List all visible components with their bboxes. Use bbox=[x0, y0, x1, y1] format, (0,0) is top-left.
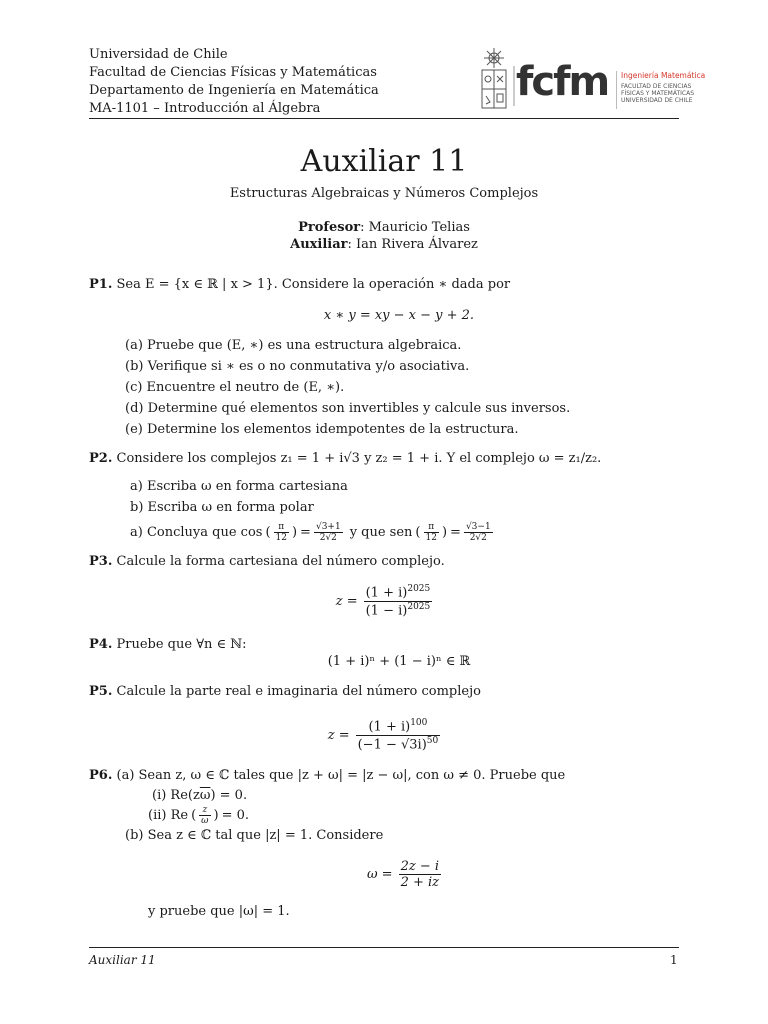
fraction-numerator: √3+1 bbox=[315, 521, 341, 532]
problem-4-label: P4. bbox=[89, 637, 113, 652]
paren-close: ) bbox=[441, 524, 448, 540]
problem-2-item-c-prefix: a) Concluya que cos bbox=[130, 524, 263, 540]
problem-6-label: P6. bbox=[89, 768, 113, 783]
problem-2-label: P2. bbox=[89, 451, 113, 466]
header-institution bbox=[89, 46, 379, 118]
fraction-numerator bbox=[356, 718, 441, 735]
header-line-university: Universidad de Chile bbox=[89, 47, 228, 62]
problem-2-item-b: b) Escriba ω en forma polar bbox=[130, 500, 314, 515]
fraction-denominator: 12 bbox=[275, 532, 287, 543]
problem-6-part-a: (a) Sean z, ω ∈ ℂ tales que |z + ω| = |z − ω|, con ω ≠ 0. Pruebe que bbox=[116, 768, 566, 783]
fraction-denominator: 2√2 bbox=[319, 532, 337, 543]
problem-6-formula bbox=[20, 854, 768, 894]
problem-2-statement bbox=[89, 451, 601, 466]
fraction-numerator: π bbox=[274, 522, 289, 533]
problem-2-item-c-mid: y que sen bbox=[349, 524, 413, 540]
formula-fraction bbox=[364, 584, 433, 618]
brand-mark: fcfm bbox=[516, 59, 609, 105]
problem-5-formula bbox=[0, 714, 768, 756]
problem-1-item-d: (d) Determine qué elementos son invertibles y calcule sus inversos. bbox=[125, 401, 571, 416]
problem-6-part-b: (b) Sea z ∈ ℂ tal que |z| = 1. Considere bbox=[125, 828, 384, 843]
problem-4-formula: (1 + i)ⁿ + (1 − i)ⁿ ∈ ℝ bbox=[327, 654, 471, 669]
problem-3-formula bbox=[0, 580, 768, 622]
professor-label: Profesor bbox=[298, 220, 361, 235]
fcfm-logo bbox=[476, 46, 706, 114]
problem-5-text: Calcule la parte real e imaginaria del número complejo bbox=[116, 684, 481, 699]
formula-lhs: ω = bbox=[366, 866, 393, 882]
problem-2-item-c bbox=[130, 517, 493, 547]
logo-faculty-line-2: FÍSICAS Y MATEMÁTICAS bbox=[621, 90, 695, 97]
assistant-name: : Ian Rivera Álvarez bbox=[347, 237, 478, 252]
logo-divider bbox=[616, 71, 617, 109]
problem-4-statement bbox=[89, 637, 247, 652]
fraction-numerator bbox=[364, 584, 433, 601]
problem-1-text: Sea E = {x ∈ ℝ | x > 1}. Considere la operación ∗ dada por bbox=[116, 277, 511, 292]
numerator-base: (1 + i) bbox=[365, 585, 408, 601]
part-a-ii-suffix: = 0. bbox=[221, 807, 250, 823]
formula-lhs: z = bbox=[327, 727, 350, 743]
problem-3-label: P3. bbox=[89, 554, 113, 569]
formula-fraction bbox=[356, 718, 441, 752]
fraction-pi-over-12 bbox=[274, 522, 289, 543]
footer-title: Auxiliar 11 bbox=[89, 953, 156, 967]
denominator-base: (−1 − √3i) bbox=[357, 736, 427, 752]
problem-1-item-e: (e) Determine los elementos idempotentes de la estructura. bbox=[125, 422, 519, 437]
paren-close: ) bbox=[291, 524, 298, 540]
formula-lhs: z = bbox=[335, 593, 358, 609]
fraction-pi-over-12 bbox=[424, 522, 439, 543]
formula-fraction bbox=[399, 859, 441, 890]
professor-line bbox=[0, 220, 768, 235]
fraction-numerator: π bbox=[424, 522, 439, 533]
problem-5-label: P5. bbox=[89, 684, 113, 699]
problem-3-text: Calcule la forma cartesiana del número complejo. bbox=[116, 554, 445, 569]
assistant-line bbox=[0, 237, 768, 252]
numerator-base: (1 + i) bbox=[368, 719, 411, 735]
header-line-course: MA-1101 – Introducción al Álgebra bbox=[89, 101, 321, 116]
equals-sign: = bbox=[300, 524, 311, 540]
part-a-ii-prefix: (ii) Re bbox=[148, 807, 189, 823]
part-a-i-suffix: ) = 0. bbox=[210, 788, 248, 803]
problem-5-statement bbox=[89, 684, 481, 699]
fraction-denominator: 2√2 bbox=[469, 532, 487, 543]
problem-1-item-b: (b) Verifique si ∗ es o no conmutativa y/o asociativa. bbox=[125, 359, 470, 374]
logo-faculty bbox=[621, 83, 694, 104]
problem-1-item-c: (c) Encuentre el neutro de (E, ∗). bbox=[125, 380, 345, 395]
problem-1-statement bbox=[89, 277, 510, 292]
header-rule bbox=[89, 118, 679, 119]
footer-rule bbox=[89, 947, 679, 948]
fraction-numerator: √3−1 bbox=[465, 521, 491, 532]
fraction-denominator bbox=[364, 602, 433, 618]
page-title: Auxiliar 11 bbox=[300, 144, 468, 179]
equals-sign: = bbox=[450, 524, 461, 540]
paren-close: ) bbox=[213, 807, 219, 823]
header-line-department: Departamento de Ingeniería en Matemática bbox=[89, 83, 379, 98]
paren-open: ( bbox=[265, 524, 271, 540]
problem-6-conclusion: y pruebe que |ω| = 1. bbox=[148, 904, 290, 919]
fraction-denominator bbox=[356, 736, 441, 752]
fraction-numerator: z bbox=[199, 805, 210, 816]
problem-4-text: Pruebe que ∀n ∈ ℕ: bbox=[116, 637, 247, 652]
header-line-faculty: Facultad de Ciencias Físicas y Matemáticas bbox=[89, 65, 377, 80]
denominator-exponent: 50 bbox=[426, 735, 439, 746]
problem-2-text: Considere los complejos z₁ = 1 + i√3 y z₂ = 1 + i. Y el complejo ω = z₁/z₂. bbox=[116, 451, 602, 466]
problem-1-formula: x ∗ y = xy − x − y + 2. bbox=[323, 308, 475, 323]
denominator-base: (1 − i) bbox=[365, 602, 408, 618]
fraction-cos-value bbox=[314, 522, 343, 543]
numerator-exponent: 100 bbox=[410, 718, 428, 729]
fraction-denominator: 2 + iz bbox=[400, 874, 440, 890]
fraction-denominator: 12 bbox=[425, 532, 437, 543]
fraction-z-over-omega bbox=[199, 805, 210, 826]
problem-1-item-a: (a) Pruebe que (E, ∗) es una estructura algebraica. bbox=[125, 338, 462, 353]
problem-3-statement bbox=[89, 554, 445, 569]
paren-open: ( bbox=[415, 524, 421, 540]
numerator-exponent: 2025 bbox=[407, 584, 431, 595]
logo-faculty-line-3: UNIVERSIDAD DE CHILE bbox=[621, 97, 693, 104]
logo-faculty-line-1: FACULTAD DE CIENCIAS bbox=[621, 83, 692, 90]
fraction-sin-value bbox=[464, 522, 493, 543]
omega-conjugate: $\overline{\omega}$ bbox=[199, 788, 211, 803]
problem-6-part-a-ii bbox=[148, 802, 249, 828]
logo-dept: Ingeniería Matemática bbox=[621, 71, 706, 80]
problem-6-statement bbox=[89, 768, 565, 783]
paren-open: ( bbox=[191, 807, 197, 823]
page-number: 1 bbox=[670, 953, 678, 967]
part-a-i-prefix: (i) Re(z bbox=[152, 788, 200, 803]
assistant-label: Auxiliar bbox=[290, 237, 348, 252]
professor-name: : Mauricio Telias bbox=[360, 220, 470, 235]
problem-6-part-a-i bbox=[152, 788, 247, 803]
problem-2-item-a: a) Escriba ω en forma cartesiana bbox=[130, 479, 348, 494]
denominator-exponent: 2025 bbox=[407, 601, 431, 612]
problem-1-label: P1. bbox=[89, 277, 113, 292]
fraction-denominator: ω bbox=[201, 815, 209, 826]
page-subtitle: Estructuras Algebraicas y Números Complejos bbox=[229, 186, 539, 201]
fraction-numerator: 2z − i bbox=[400, 858, 440, 874]
